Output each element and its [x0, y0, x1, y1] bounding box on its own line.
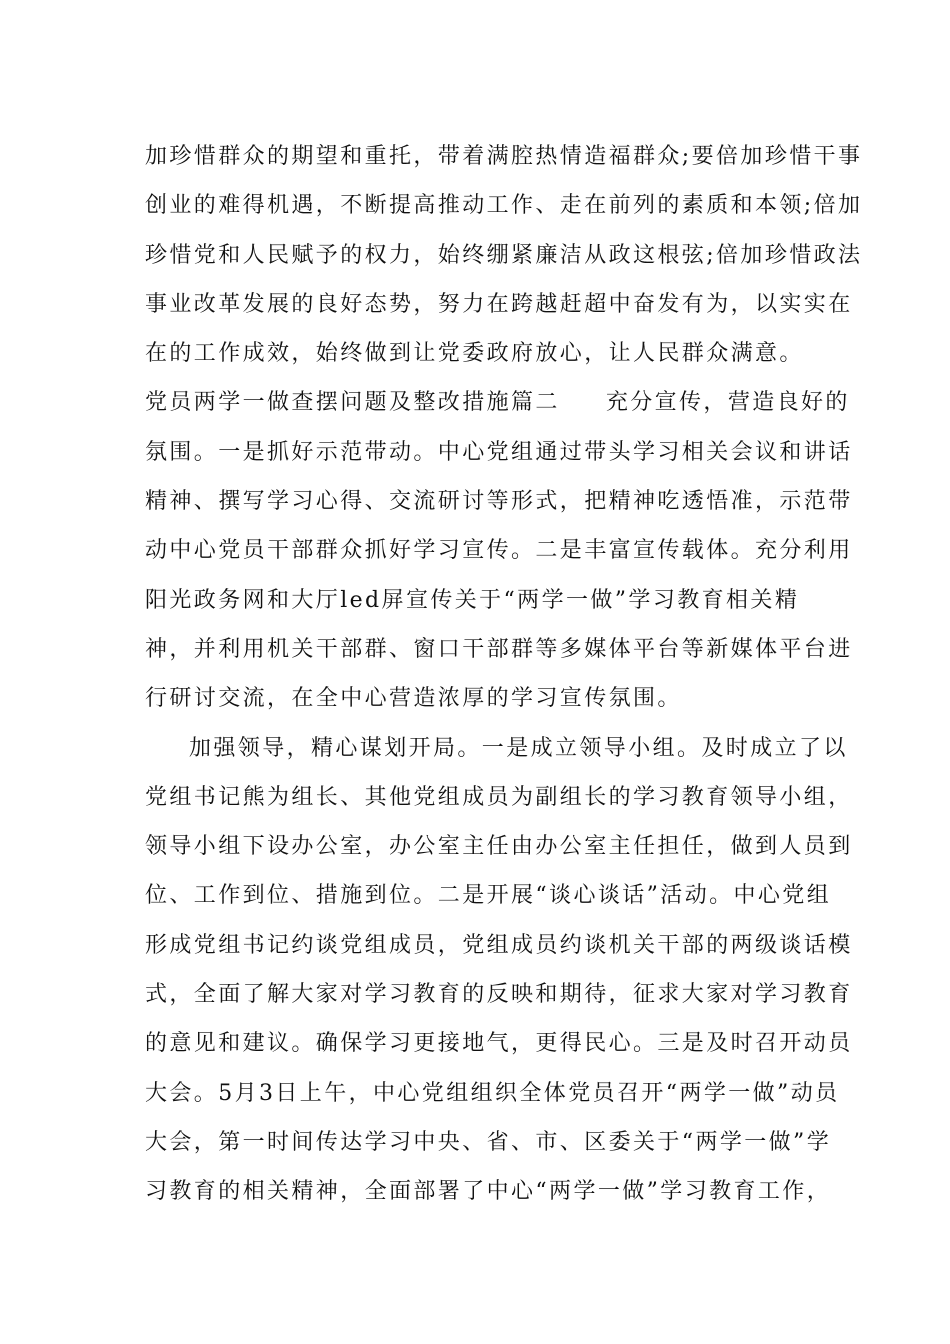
paragraph-3-line-1: 加强领导，精心谋划开局。一是成立领导小组。及时成立了以 — [189, 735, 848, 761]
paragraph-1-line-1: 加珍惜群众的期望和重托，带着满腔热情造福群众;要倍加珍惜干事 — [145, 144, 863, 169]
paragraph-2-line-7: 行研讨交流，在全中心营造浓厚的学习宣传氛围。 — [145, 686, 682, 712]
document-body — [145, 132, 863, 1217]
paragraph-3-line-8: 大会。5月3日上午，中心党组组织全体党员召开“两学一做”动员 — [145, 1080, 840, 1106]
paragraph-2-line-6: 神，并利用机关干部群、窗口干部群等多媒体平台等新媒体平台进 — [145, 636, 853, 662]
paragraph-1-line-2: 创业的难得机遇，不断提高推动工作、走在前列的素质和本领;倍加 — [145, 193, 863, 219]
paragraph-3-line-4: 位、工作到位、措施到位。二是开展“谈心谈话”活动。中心党组 — [145, 883, 832, 909]
paragraph-1-line-4: 事业改革发展的良好态势，努力在跨越赶超中奋发有为，以实实在 — [145, 291, 853, 317]
paragraph-3-line-5: 形成党组书记约谈党组成员，党组成员约谈机关干部的两级谈话模 — [145, 932, 853, 958]
paragraph-1-line-5: 在的工作成效，始终做到让党委政府放心，让人民群众满意。 — [145, 341, 804, 367]
paragraph-3-line-3: 领导小组下设办公室，办公室主任由办公室主任担任，做到人员到 — [145, 834, 853, 860]
paragraph-2-line-2: 氛围。一是抓好示范带动。中心党组通过带头学习相关会议和讲话 — [145, 439, 853, 465]
paragraph-1-line-3: 珍惜党和人民赋予的权力，始终绷紧廉洁从政这根弦;倍加珍惜政法 — [145, 242, 863, 268]
paragraph-2-first-line — [145, 378, 850, 427]
paragraph-2-line-4: 动中心党员干部群众抓好学习宣传。二是丰富宣传载体。充分利用 — [145, 538, 853, 564]
paragraph-3-line-9: 大会，第一时间传达学习中央、省、市、区委关于“两学一做”学 — [145, 1129, 832, 1155]
paragraph-2-line-3: 精神、撰写学习心得、交流研讨等形式，把精神吃透悟准，示范带 — [145, 489, 853, 515]
paragraph-3-line-10: 习教育的相关精神，全面部署了中心“两学一做”学习教育工作， — [145, 1179, 832, 1205]
paragraph-3-line-7: 的意见和建议。确保学习更接地气，更得民心。三是及时召开动员 — [145, 1031, 853, 1057]
paragraph-3-line-6: 式，全面了解大家对学习教育的反映和期待，征求大家对学习教育 — [145, 982, 853, 1008]
paragraph-3-line-2: 党组书记熊为组长、其他党组成员为副组长的学习教育领导小组， — [145, 784, 853, 810]
section-heading: 党员两学一做查摆问题及整改措施篇二 — [145, 390, 560, 416]
paragraph-2-line-5: 阳光政务网和大厅led屏宣传关于“两学一做”学习教育相关精 — [145, 587, 800, 613]
paragraph-2-first-line-text: 充分宣传，营造良好的 — [605, 390, 850, 416]
